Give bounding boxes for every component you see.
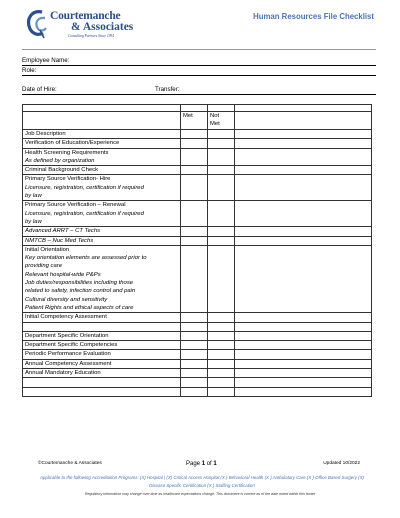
not-met-checkbox-cell[interactable] bbox=[208, 227, 235, 236]
logo-tagline: Consulting Partners Since 1994 bbox=[68, 34, 115, 38]
notes-cell[interactable] bbox=[235, 236, 372, 245]
checklist-item-cell bbox=[23, 201, 181, 227]
met-checkbox-cell[interactable] bbox=[181, 313, 208, 322]
header-not-met bbox=[208, 112, 235, 130]
not-met-checkbox-cell[interactable] bbox=[208, 387, 235, 396]
checklist-item-cell bbox=[23, 359, 181, 368]
notes-cell[interactable] bbox=[235, 369, 372, 378]
checklist-item-text bbox=[25, 378, 178, 386]
header-met-label: Met bbox=[183, 113, 193, 119]
footer-copyright: ©Courtemanche & Associates bbox=[38, 461, 102, 466]
not-met-checkbox-cell[interactable] bbox=[208, 378, 235, 387]
met-checkbox-cell[interactable] bbox=[181, 387, 208, 396]
notes-cell[interactable] bbox=[235, 227, 372, 236]
checklist-item-text: Department Specific Orientation bbox=[25, 332, 109, 339]
checklist-item-cell bbox=[23, 341, 181, 350]
met-checkbox-cell[interactable] bbox=[181, 350, 208, 359]
footer-regulatory-note: Regulatory information may change over time as healthcare expectations change. This document is current as of the date noted within this footer bbox=[84, 492, 316, 496]
checklist-item-text: Health Screening Requirements bbox=[25, 149, 109, 156]
checklist-item-cell bbox=[23, 175, 181, 201]
footer-page-number bbox=[186, 461, 217, 467]
checklist-item-text: Annual Competency Assessment bbox=[25, 360, 112, 367]
checklist-item-cell bbox=[23, 331, 181, 340]
role-label: Role: bbox=[22, 67, 37, 74]
table-row bbox=[23, 369, 372, 378]
met-checkbox-cell[interactable] bbox=[181, 130, 208, 139]
checklist-item-text: Verification of Education/Experience bbox=[25, 140, 120, 147]
transfer-label: Transfer: bbox=[155, 86, 180, 93]
role-field[interactable] bbox=[22, 67, 376, 76]
not-met-checkbox-cell[interactable] bbox=[208, 148, 235, 166]
logo-name-line1: Courtemanche bbox=[50, 10, 121, 22]
company-logo bbox=[26, 8, 146, 44]
checklist-item-text: Periodic Performance Evaluation bbox=[25, 351, 111, 358]
notes-cell[interactable] bbox=[235, 341, 372, 350]
notes-cell[interactable] bbox=[235, 313, 372, 322]
checklist-item-text bbox=[25, 388, 178, 396]
header-met bbox=[181, 112, 208, 130]
header-not-met-line2: Met bbox=[210, 121, 220, 128]
checklist-item-text: NMTCB – Nuc Med Techs bbox=[25, 237, 94, 244]
not-met-checkbox-cell[interactable] bbox=[208, 350, 235, 359]
table-row bbox=[23, 387, 372, 396]
met-checkbox-cell[interactable] bbox=[181, 227, 208, 236]
page-current: 1 bbox=[201, 461, 206, 467]
checklist-table bbox=[22, 104, 372, 397]
checklist-item-cell bbox=[23, 387, 181, 396]
table-row bbox=[23, 245, 372, 312]
checklist-item-cell bbox=[23, 139, 181, 148]
met-checkbox-cell[interactable] bbox=[181, 148, 208, 166]
header-notes-cell bbox=[235, 112, 372, 130]
checklist-item-text: providing care bbox=[25, 263, 63, 270]
not-met-checkbox-cell[interactable] bbox=[208, 331, 235, 340]
notes-cell[interactable] bbox=[235, 148, 372, 166]
notes-cell[interactable] bbox=[235, 245, 372, 312]
table-row bbox=[23, 313, 372, 322]
not-met-checkbox-cell[interactable] bbox=[208, 201, 235, 227]
checklist-item-text: Job Description bbox=[25, 131, 66, 137]
notes-cell[interactable] bbox=[235, 175, 372, 201]
notes-cell[interactable] bbox=[235, 166, 372, 175]
met-checkbox-cell[interactable] bbox=[181, 236, 208, 245]
table-row bbox=[23, 201, 372, 227]
checklist-item-cell bbox=[23, 227, 181, 236]
page-of: of bbox=[205, 461, 214, 467]
not-met-checkbox-cell[interactable] bbox=[208, 359, 235, 368]
employee-name-field[interactable] bbox=[22, 57, 376, 66]
notes-cell[interactable] bbox=[235, 378, 372, 387]
date-of-hire-label: Date of Hire: bbox=[22, 86, 57, 93]
footer-applicable-programs: Applicable to the following Accreditation Programs: (X) Hospital | (X) Critical Access Hospital (X ) Behavioral Health (X ) Ambulatory Care (X ) Office Based Surgery (X) Disease Specific Certification (X ) Staffing Certification bbox=[40, 475, 364, 488]
met-checkbox-cell[interactable] bbox=[181, 331, 208, 340]
checklist-item-text: Primary Source Verification- Hire bbox=[25, 176, 111, 183]
met-checkbox-cell[interactable] bbox=[181, 369, 208, 378]
checklist-item-text: Cultural diversity and sensitivity bbox=[25, 296, 108, 303]
not-met-checkbox-cell[interactable] bbox=[208, 236, 235, 245]
not-met-checkbox-cell[interactable] bbox=[208, 369, 235, 378]
met-checkbox-cell[interactable] bbox=[181, 139, 208, 148]
table-row bbox=[23, 175, 372, 201]
table-row bbox=[23, 322, 372, 331]
checklist-item-text: Key orientation elements are assessed prior to bbox=[25, 255, 147, 262]
checklist-item-text: Initial Competency Assessment bbox=[25, 314, 107, 321]
checklist-item-text: Job duties/responsibilities including those bbox=[25, 280, 134, 287]
notes-cell[interactable] bbox=[235, 130, 372, 139]
checklist-item-text: Licensure, registration, certification if required bbox=[25, 184, 144, 191]
checklist-item-text: Licensure, registration, certification if required bbox=[25, 210, 144, 217]
checklist-item-text: Initial Orientation bbox=[25, 246, 70, 253]
not-met-checkbox-cell[interactable] bbox=[208, 130, 235, 139]
checklist-item-cell bbox=[23, 245, 181, 312]
checklist-item-text: Annual Mandatory Education bbox=[25, 370, 101, 377]
not-met-checkbox-cell[interactable] bbox=[208, 166, 235, 175]
table-row bbox=[23, 350, 372, 359]
footer-updated: Updated 10/2022 bbox=[323, 461, 360, 466]
header-item-cell bbox=[23, 112, 181, 130]
not-met-checkbox-cell[interactable] bbox=[208, 139, 235, 148]
met-checkbox-cell[interactable] bbox=[181, 359, 208, 368]
table-row bbox=[23, 341, 372, 350]
checklist-item-cell bbox=[23, 378, 181, 387]
not-met-checkbox-cell[interactable] bbox=[208, 313, 235, 322]
table-header-row bbox=[23, 112, 372, 130]
table-row bbox=[23, 359, 372, 368]
checklist-item-cell bbox=[23, 313, 181, 322]
employee-name-label: Employee Name: bbox=[22, 57, 70, 64]
checklist-item-cell bbox=[23, 350, 181, 359]
hire-transfer-line bbox=[22, 94, 376, 95]
met-checkbox-cell[interactable] bbox=[181, 322, 208, 331]
notes-cell[interactable] bbox=[235, 387, 372, 396]
header-divider bbox=[22, 49, 376, 50]
page-prefix: Page bbox=[186, 461, 202, 467]
checklist-item-text: Primary Source Verification – Renewal bbox=[25, 202, 126, 209]
page-total: 1 bbox=[213, 461, 217, 467]
table-row bbox=[23, 331, 372, 340]
checklist-item-text: Department Specific Competencies bbox=[25, 342, 118, 349]
table-spacer-row bbox=[23, 105, 372, 112]
table-row bbox=[23, 378, 372, 387]
notes-cell[interactable] bbox=[235, 139, 372, 148]
checklist-item-cell bbox=[23, 166, 181, 175]
checklist-item-text bbox=[25, 323, 178, 331]
table-row bbox=[23, 130, 372, 139]
checklist-item-cell bbox=[23, 148, 181, 166]
notes-cell[interactable] bbox=[235, 331, 372, 340]
checklist-item-cell bbox=[23, 369, 181, 378]
notes-cell[interactable] bbox=[235, 322, 372, 331]
employee-name-line bbox=[22, 65, 376, 66]
met-checkbox-cell[interactable] bbox=[181, 341, 208, 350]
met-checkbox-cell[interactable] bbox=[181, 245, 208, 312]
not-met-checkbox-cell[interactable] bbox=[208, 175, 235, 201]
document-title: Human Resources File Checklist bbox=[253, 12, 374, 21]
checklist-item-text: As defined by organization bbox=[25, 157, 95, 164]
notes-cell[interactable] bbox=[235, 350, 372, 359]
not-met-checkbox-cell[interactable] bbox=[208, 341, 235, 350]
checklist-item-text: by law bbox=[25, 218, 42, 225]
logo-monogram-icon bbox=[26, 8, 48, 40]
checklist-item-text: related to safety, infection control and pain bbox=[25, 288, 136, 295]
header-not-met-line1: Not bbox=[210, 113, 220, 119]
met-checkbox-cell[interactable] bbox=[181, 201, 208, 227]
checklist-item-text: Patient Rights and ethical aspects of care bbox=[25, 304, 134, 311]
notes-cell[interactable] bbox=[235, 359, 372, 368]
met-checkbox-cell[interactable] bbox=[181, 166, 208, 175]
checklist-item-text: by law bbox=[25, 193, 42, 200]
table-row bbox=[23, 236, 372, 245]
checklist-item-text: Criminal Background Check bbox=[25, 167, 99, 174]
met-checkbox-cell[interactable] bbox=[181, 378, 208, 387]
met-checkbox-cell[interactable] bbox=[181, 175, 208, 201]
checklist-item-cell bbox=[23, 236, 181, 245]
notes-cell[interactable] bbox=[235, 201, 372, 227]
not-met-checkbox-cell[interactable] bbox=[208, 322, 235, 331]
checklist-item-cell bbox=[23, 130, 181, 139]
checklist-item-text: Relevant hospital-wide P&Ps bbox=[25, 271, 101, 278]
role-line bbox=[22, 75, 376, 76]
hire-transfer-field[interactable] bbox=[22, 86, 376, 95]
not-met-checkbox-cell[interactable] bbox=[208, 245, 235, 312]
table-row bbox=[23, 139, 372, 148]
table-row bbox=[23, 227, 372, 236]
table-row bbox=[23, 148, 372, 166]
table-row bbox=[23, 166, 372, 175]
checklist-item-text: Advanced ARRT – CT Techs bbox=[25, 228, 101, 235]
checklist-item-cell bbox=[23, 322, 181, 331]
logo-name-line2: & Associates bbox=[71, 21, 134, 33]
